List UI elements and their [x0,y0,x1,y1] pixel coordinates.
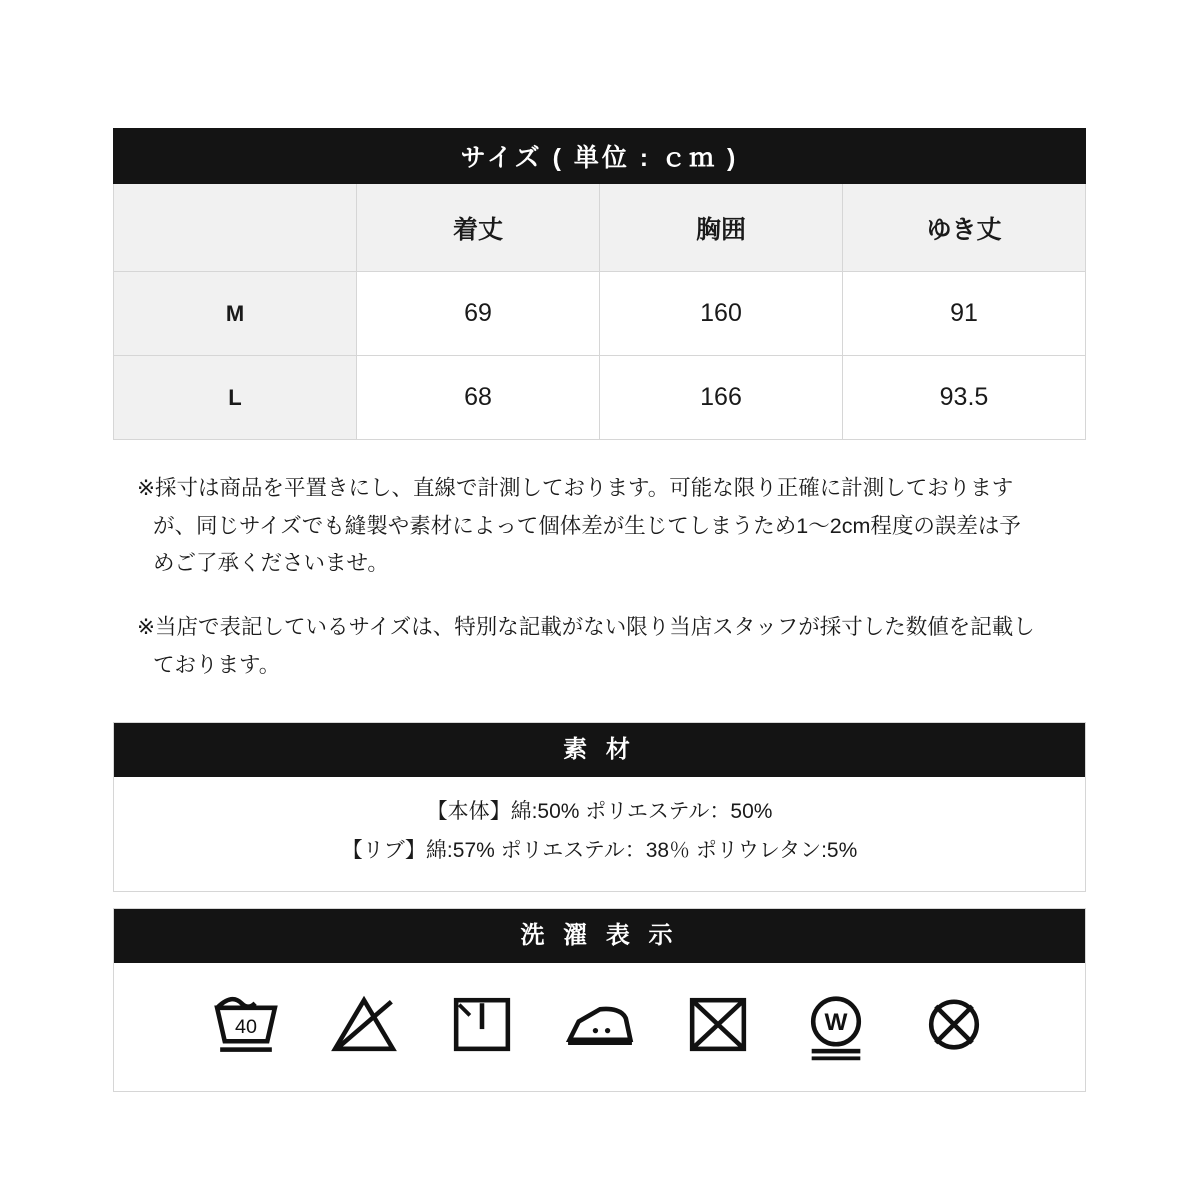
column-header-length: 着丈 [357,184,600,272]
wash-40-icon [204,985,288,1061]
table-row [114,272,1086,356]
size-table-header-row [114,184,1086,272]
size-table [113,128,1086,440]
size-table-title: サイズ ( 単位 : ｃｍ ) [114,129,1086,184]
cell-m-length: 69 [357,272,600,356]
note-staff-measured: ※当店で表記しているサイズは、特別な記載がない限り当店スタッフが採寸した数値を記載しております。 [137,614,1035,677]
material-body [114,777,1085,891]
cell-m-bust: 160 [600,272,843,356]
table-row [114,356,1086,440]
no-tumble-dry-icon [676,985,760,1061]
iron-low-icon [558,985,642,1061]
no-bleach-icon [322,985,406,1061]
wash-care-block [113,908,1086,1092]
row-label-m: M [114,272,357,356]
wet-clean-w-icon [794,985,878,1061]
material-line-rib: 【リブ】綿:57% ポリエステル：38％ ポリウレタン:5% [341,838,858,862]
tumble-dry-line-icon [440,985,524,1061]
size-table-title-row [114,129,1086,184]
cell-l-length: 68 [357,356,600,440]
wet-clean-label: W [824,1008,847,1036]
note-measurement-tolerance: ※採寸は商品を平置きにし、直線で計測しております。可能な限り正確に計測しておりますが、同じサイズでも縫製や素材によって個体差が生じてしまうため1〜2cm程度の誤差は予めご了承くださいませ。 [137,476,1021,576]
no-dry-clean-icon [912,985,996,1061]
material-block [113,722,1086,892]
size-table-corner-cell [114,184,357,272]
cell-l-bust: 166 [600,356,843,440]
material-title: 素 材 [114,723,1085,777]
material-line-body: 【本体】綿:50% ポリエステル：50% [426,800,773,823]
cell-m-sleeve: 91 [843,272,1086,356]
column-header-sleeve: ゆき丈 [843,184,1086,272]
column-header-bust: 胸囲 [600,184,843,272]
cell-l-sleeve: 93.5 [843,356,1086,440]
measurement-notes [137,470,1037,710]
wash-icon-row [114,963,1085,1091]
wash-care-title: 洗 濯 表 示 [114,909,1085,963]
wash-temp-label: 40 [234,1015,257,1038]
row-label-l: L [114,356,357,440]
